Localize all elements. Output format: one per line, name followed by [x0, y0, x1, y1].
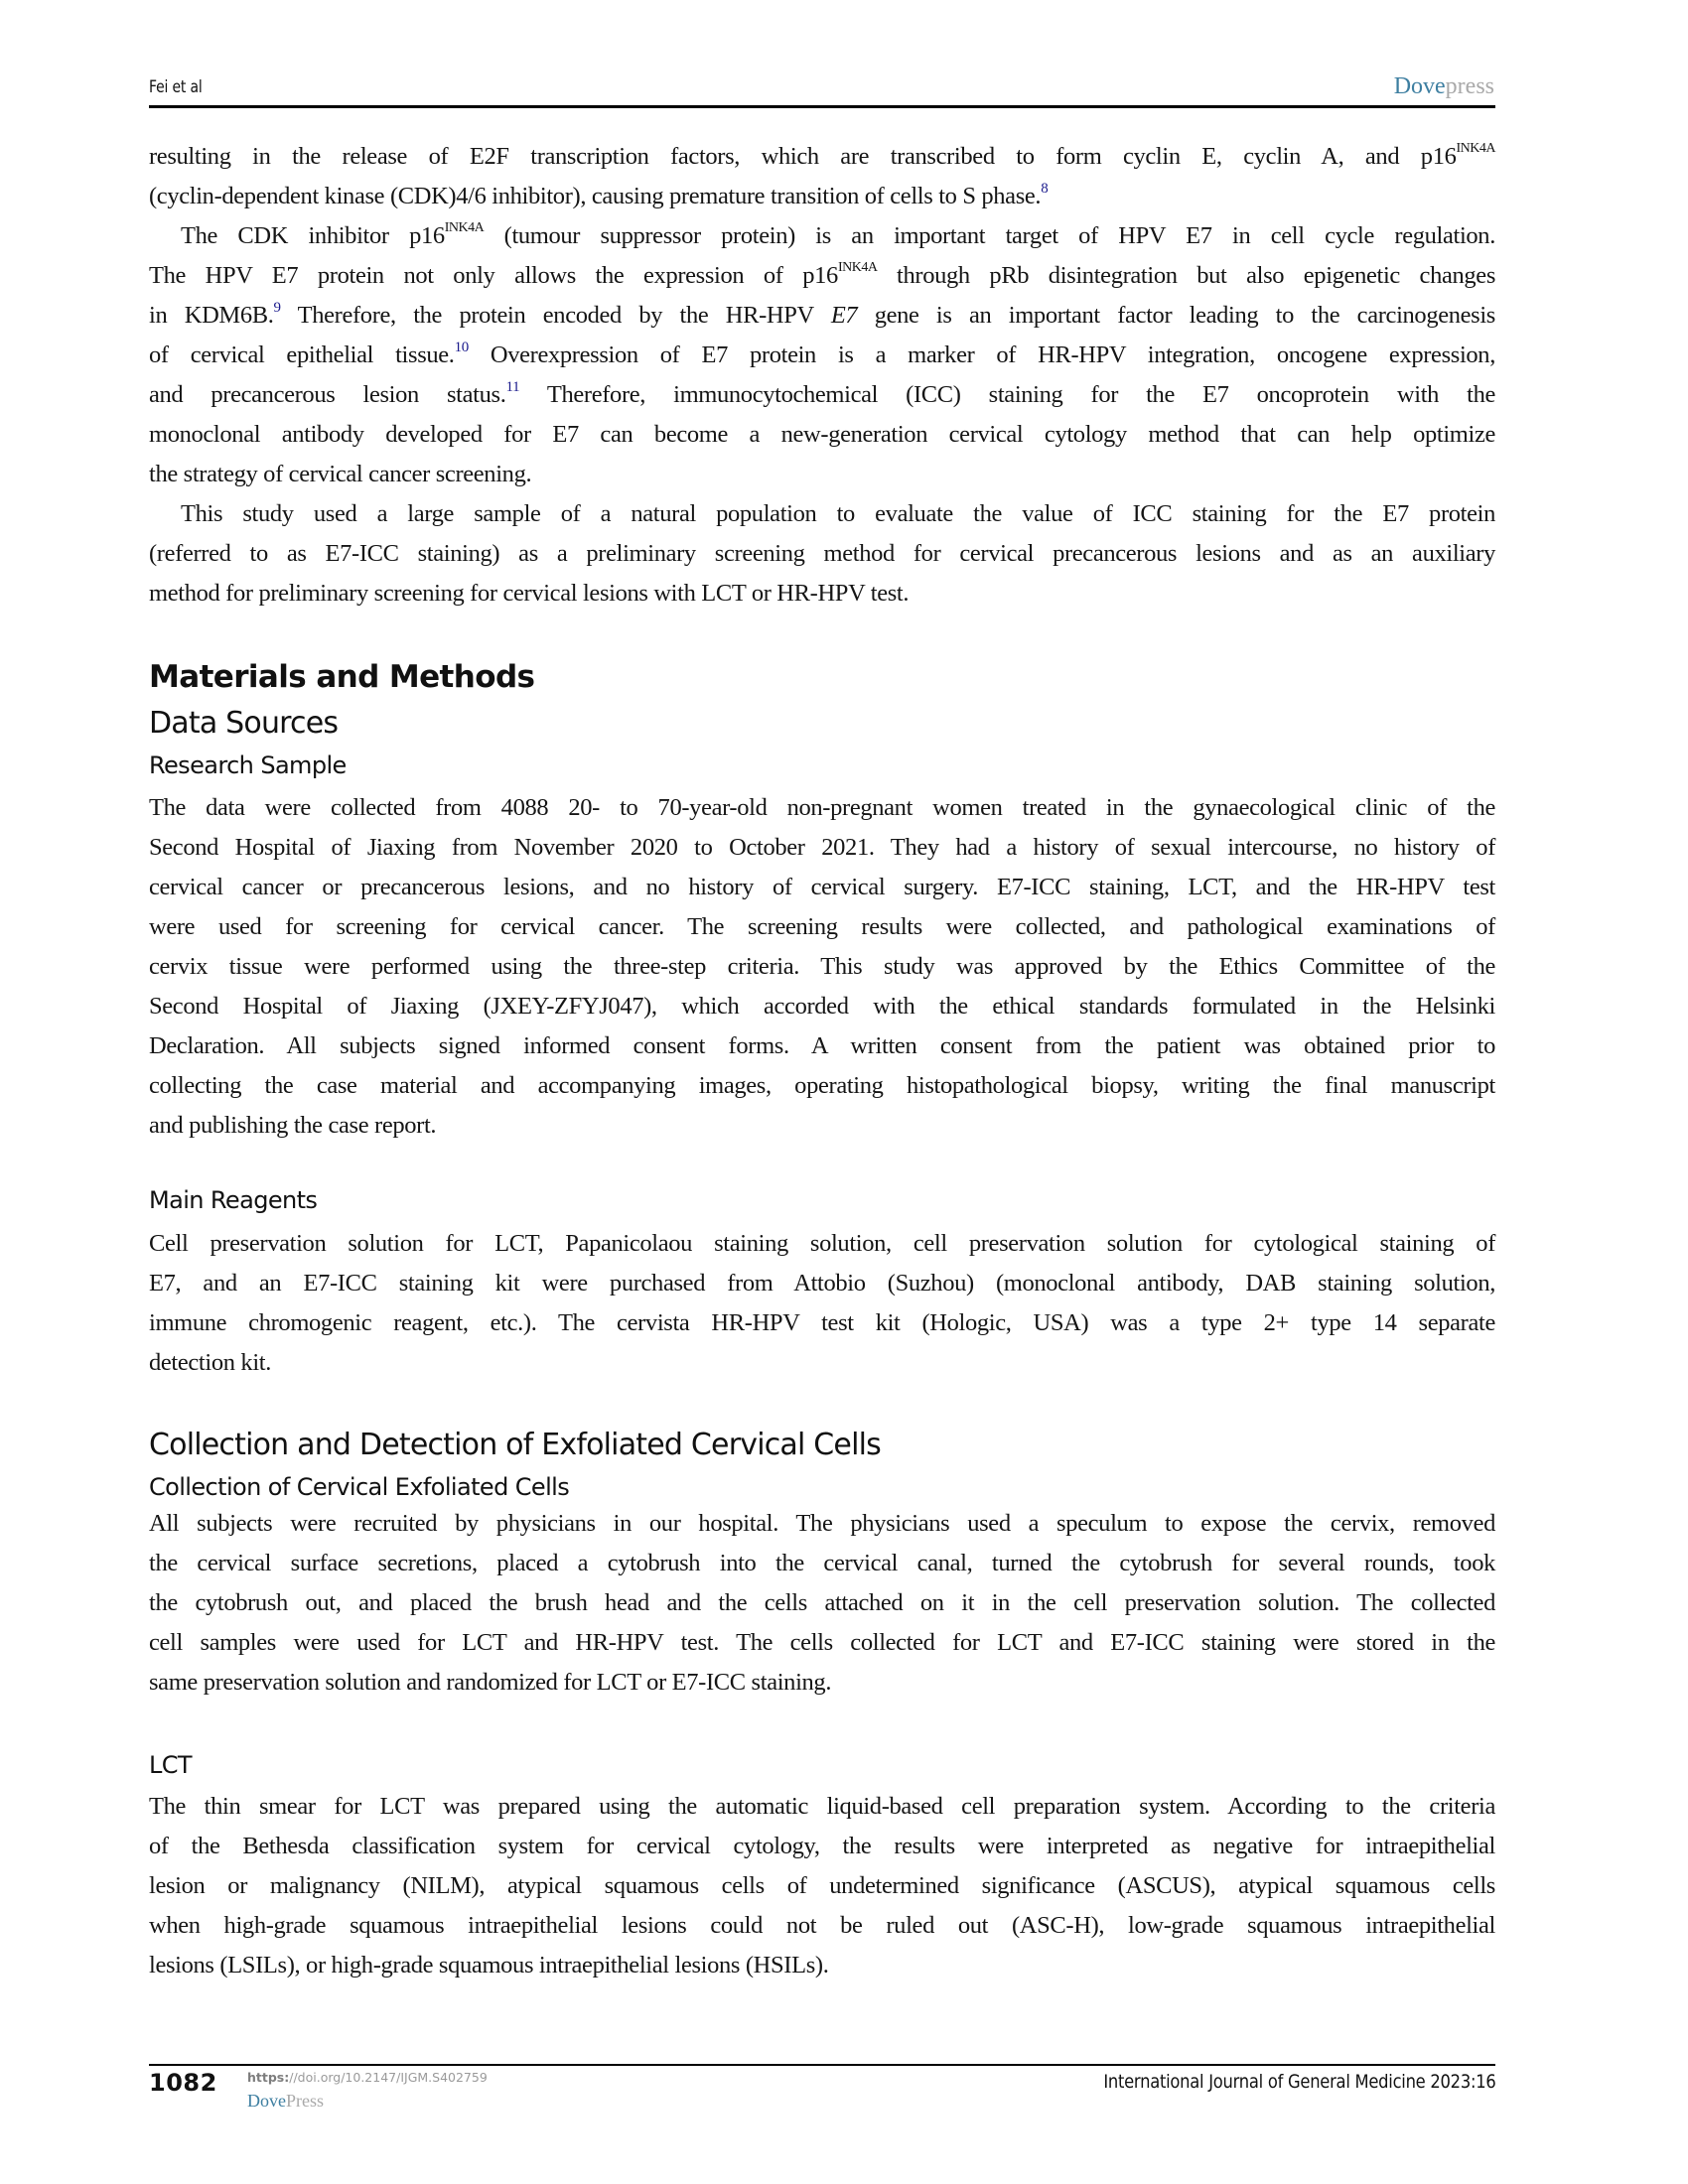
subsubsection-heading-lct: LCT [149, 1751, 192, 1779]
text-line: detection kit. [149, 1349, 272, 1376]
footer-rule [149, 2064, 1495, 2066]
subsection-heading-collection-detection: Collection and Detection of Exfoliated Cervical Cells [149, 1428, 881, 1462]
text-line: and precancerous lesion status.$^{11}$ Therefore, immunocytochemical (ICC) staining for the E7 oncoprotein with the [149, 379, 1496, 408]
text-line: lesion or malignancy (NILM), atypical squamous cells of undetermined significance (ASCUS), atypical squamous cells [149, 1872, 1495, 1899]
text-line: resulting in the release of E2F transcription factors, which are transcribed to form cyclin E, cyclin A, and $p16^{INK4A}$ [149, 141, 1495, 170]
text-line: of cervical epithelial tissue.$^{10}$ Overexpression of E7 protein is a marker of HR-HPV integration, oncogene expression, [149, 340, 1495, 368]
subsection-heading-data-sources: Data Sources [149, 706, 339, 741]
text-line: (cyclin-dependent kinase (CDK)4/6 inhibitor), causing premature transition of cells to S phase.$^8$ [149, 181, 1049, 209]
journal-citation: International Journal of General Medicine 2023:16 [1102, 2071, 1495, 2093]
lct-text [149, 1787, 1495, 1985]
publisher-logo [1394, 73, 1494, 100]
text-line: Declaration. All subjects signed informed consent forms. A written consent from the patient was obtained prior to [149, 1032, 1495, 1059]
text-line: were used for screening for cervical cancer. The screening results were collected, and pathological examinations of [149, 913, 1495, 940]
text-line: The thin smear for LCT was prepared using the automatic liquid-based cell preparation system. According to the criteria [149, 1793, 1495, 1820]
subsubsection-heading-collection-exfoliated: Collection of Cervical Exfoliated Cells [149, 1473, 570, 1501]
publisher-logo-press: press [1445, 73, 1494, 99]
research-sample-text [149, 788, 1495, 1146]
citation-link[interactable]: 9 [273, 300, 281, 316]
text-line: and publishing the case report. [149, 1112, 437, 1139]
page-number: 1082 [149, 2069, 217, 2097]
text-line: method for preliminary screening for cervical lesions with LCT or HR-HPV test. [149, 580, 910, 607]
text-line: The data were collected from 4088 20- to 70-year-old non-pregnant women treated in the gynaecological clinic of the [149, 794, 1495, 821]
text-line: in KDM6B.$^9$ Therefore, the protein encoded by the HR-HPV E7 gene is an important factor leading to the carcinogenesis [149, 300, 1495, 329]
citation-link[interactable]: 11 [505, 379, 520, 395]
intro-text [149, 137, 1495, 614]
citation-link[interactable]: 8 [1041, 181, 1049, 197]
text-line: Cell preservation solution for LCT, Papanicolaou staining solution, cell preservation solution for cytological staining of [149, 1230, 1495, 1257]
text-line: lesions (LSILs), or high-grade squamous intraepithelial lesions (HSILs). [149, 1952, 829, 1979]
text-line: Second Hospital of Jiaxing from November 2020 to October 2021. They had a history of sexual intercourse, no history of [149, 834, 1495, 861]
text-line: the strategy of cervical cancer screening. [149, 461, 532, 487]
text-line: This study used a large sample of a natural population to evaluate the value of ICC staining for the E7 protein [181, 500, 1495, 527]
running-header-authors: Fei et al [149, 77, 203, 97]
main-reagents-text [149, 1224, 1495, 1383]
text-line: The HPV E7 protein not only allows the expression of $p16^{INK4A}$ through pRb disintegration but also epigenetic changes [149, 260, 1496, 289]
text-line: the cervical surface secretions, placed a cytobrush into the cervical canal, turned the cytobrush for several rounds, took [149, 1550, 1495, 1576]
section-heading-materials-methods: Materials and Methods [149, 659, 535, 695]
text-line: cell samples were used for LCT and HR-HPV test. The cells collected for LCT and E7-ICC staining were stored in the [149, 1629, 1495, 1656]
text-line: monoclonal antibody developed for E7 can become a new-generation cervical cytology method that can help optimize [149, 421, 1495, 448]
text-line: All subjects were recruited by physicians in our hospital. The physicians used a speculum to expose the cervix, removed [149, 1510, 1495, 1537]
footer-publisher-logo: DovePress [247, 2091, 325, 2111]
text-line: The CDK inhibitor $p16^{INK4A}$ (tumour suppressor protein) is an important target of HPV E7 in cell cycle regulation. [181, 220, 1495, 249]
header-rule [149, 105, 1495, 108]
subsubsection-heading-research-sample: Research Sample [149, 751, 347, 779]
text-line: the cytobrush out, and placed the brush head and the cells attached on it in the cell preservation solution. The collected [149, 1589, 1495, 1616]
doi-link[interactable]: https://doi.org/10.2147/IJGM.S402759 [247, 2070, 488, 2085]
collection-text [149, 1504, 1495, 1703]
text-line: collecting the case material and accompanying images, operating histopathological biopsy, writing the final manuscript [149, 1072, 1495, 1099]
text-line: Second Hospital of Jiaxing (JXEY-ZFYJ047), which accorded with the ethical standards formulated in the Helsinki [149, 993, 1495, 1020]
text-line: when high-grade squamous intraepithelial lesions could not be ruled out (ASC-H), low-grade squamous intraepithelial [149, 1912, 1495, 1939]
text-line: cervical cancer or precancerous lesions, and no history of cervical surgery. E7-ICC staining, LCT, and the HR-HPV test [149, 874, 1495, 900]
text-line: same preservation solution and randomized for LCT or E7-ICC staining. [149, 1669, 832, 1696]
text-line: (referred to as E7-ICC staining) as a preliminary screening method for cervical precancerous lesions and as an auxiliary [149, 540, 1495, 567]
text-line: immune chromogenic reagent, etc.). The cervista HR-HPV test kit (Hologic, USA) was a type 2+ type 14 separate [149, 1309, 1495, 1336]
subsubsection-heading-main-reagents: Main Reagents [149, 1186, 318, 1214]
text-line: cervix tissue were performed using the three-step criteria. This study was approved by the Ethics Committee of the [149, 953, 1495, 980]
citation-link[interactable]: 10 [454, 340, 469, 355]
text-line: of the Bethesda classification system for cervical cytology, the results were interpreted as negative for intraepithelial [149, 1833, 1495, 1859]
publisher-logo-dove: Dove [1393, 73, 1446, 99]
text-line: E7, and an E7-ICC staining kit were purchased from Attobio (Suzhou) (monoclonal antibody, DAB staining solution, [149, 1270, 1495, 1297]
